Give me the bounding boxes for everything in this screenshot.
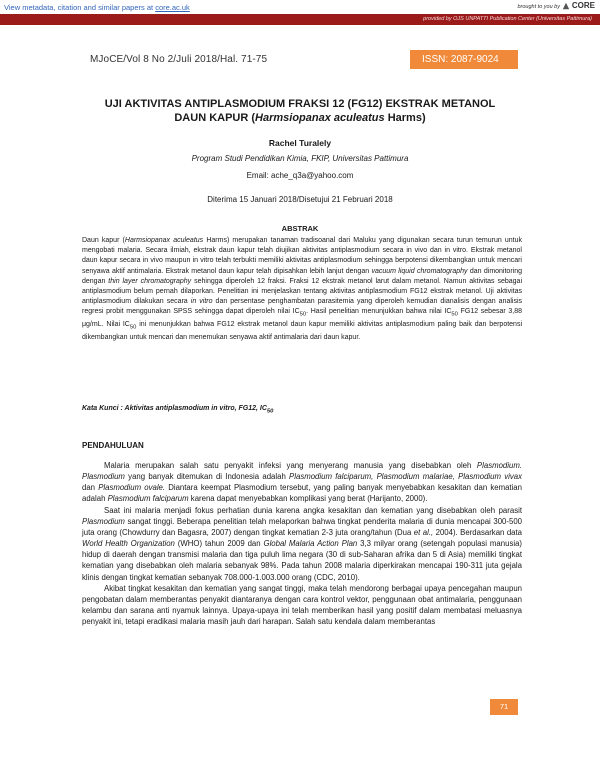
author-name: Rachel Turalely [268,138,332,148]
author-email: Email: ache_q3a@yahoo.com [246,171,354,180]
metadata-notice [4,3,190,12]
received-dates: Diterima 15 Januari 2018/Disetujui 21 Februari 2018 [207,195,393,204]
abstract-body: Daun kapur (Harmsiopanax aculeatus Harms) merupakan tanaman tradisoanal dari Maluku yang digunakan secara turun temurun untuk mengobati malaria. Secara ilmiah, ekstrak daun kapur telah diujikan aktivitas antiplasmodium secara in vivo dan in vitro. Ekstrak metanol daun kapur secara in vivo maupun in vitro telah terbukti memiliki aktivitas antiplasmodium sehingga berpotensi dikembangkan untuk mencari senyawa aktif antimalaria. Ekstrak metanol daun kapur telah dipisahkan lebih lanjut dengan vacuum liquid chromatography dan dimonitoring dengan thin layer chromatography sehingga diperoleh 12 fraksi. Fraksi 12 ekstrak metanol larut dalam metanol. Namun aktivitas sebagai antiplasmodium belum pernah dilaporkan. Penelitian ini menjelaskan tentang aktivitas antiplasmodium FG12 ekstrak metanol. Uji aktivitas antiplasmodium dilakukan secara in vitro dan persentase penghambatan parasitemia yang diperoleh kemudian dianalisis dengan analisis regresi probit menggunakan SPSS sehingga dapat diperoleh nilai $IC_{50}$. Hasil penelitian menunjukkan bahwa nilai $IC_{50}$ FG12 sebesar 3,88 μg/mL. Nilai $IC_{50}$ ini menunjukkan bahwa FG12 ekstrak metanol daun kapur memiliki aktivitas antiplasmodium paling baik dan berpotensi dikembangkan untuk mencari dan menemukan senyawa aktif antimalaria dari daun kapur. [82,237,523,341]
provided-by-text: provided by OJS UNPATTI Publication Center (Universitas Pattimura) [423,16,592,22]
journal-reference: MJoCE/Vol 8 No 2/Juli 2018/Hal. 71-75 [90,54,268,65]
paragraph-1: Malaria merupakan salah satu penyakit infeksi yang menyerang manusia yang disebabkan oleh Plasmodium. Plasmodium yang banyak ditemukan di Indonesia adalah Plasmodium falciparum, Plasmodium malariae, Plasmodium vivax dan Plasmodium ovale. Diantara keempat Plasmodium tersebut, yang paling banyak menyebabkan kesakitan dan kematian adalah Plasmodium falciparum karena dapat menyebabkan komplikasi yang berat (Harijanto, 2000). [82,461,522,504]
title-line-1: UJI AKTIVITAS ANTIPLASMODIUM FRAKSI 12 (FG12) EKSTRAK METANOL [104,98,496,110]
metadata-notice-text: View metadata, citation and similar papers at [4,3,154,12]
brought-by-text: brought to you by [517,4,560,10]
abstract-heading: ABSTRAK [281,224,319,233]
paragraph-2: Saat ini malaria menjadi fokus perhatian dunia karena angka kesakitan dan kematian yang disebabkan oleh parasit Plasmodium sangat tinggi. Beberapa penelitian telah melaporkan bahwa tingkat penderita malaria di dunia mencapai 300-500 juta orang (Chowdurry dan Bagasra, 2007) dengan tingkat kematian 2-3 juta orang/tahun (Dua et al., 2004). Berdasarkan data World Health Organization (WHO) tahun 2009 dan Global Malaria Action Plan 3,3 milyar orang (setengah populasi manusia) hidup di daerah dengan transmisi malaria dan tiga puluh lima negara (30 di sub-Saharan afrika dan 5 di Asia) memiliki tingkat kematian yang disebabkan oleh malaria sebanyak 98%. Pada tahun 2008 malaria diperkirakan mencapai 190-311 juta gejala klinis dengan tingkat kematian sebanyak 708.000-1.003.000 orang (CDC, 2010). [82,505,523,582]
page-number: 71 [490,699,518,715]
issn-badge: ISSN: 2087-9024 [410,50,518,69]
section-body [82,460,522,627]
keywords: Kata Kunci : Aktivitas antiplasmodium in vitro, FG12, $IC_{50}$ [82,405,274,415]
section-heading: PENDAHULUAN [82,441,144,450]
paragraph-3: Akibat tingkat kesakitan dan kematian yang sangat tinggi, maka telah mendorong berbagai upaya pencegahan maupun pengobatan dalam memberantas penyakit diantaranya dengan cara kontrol vektor, penggunaan obat antimalaria, penggunaan kelambu dan sarana anti nyamuk lainnya. Upaya-upaya ini telah memberikan hasil yang positif dalam membatasi meluasnya penyakit ini, tetapi eradikasi malaria masih jauh dari harapan. Salah satu kendala dalam memberantas [82,583,522,627]
core-logo[interactable] [562,1,595,10]
core-link[interactable]: core.ac.uk [155,3,190,12]
core-topbar [0,0,600,13]
title-line-2: DAUN KAPUR (Harmsiopanax aculeatus Harms) [174,112,426,124]
provider-band [0,14,600,25]
core-label: CORE [571,1,595,10]
core-logo-icon [562,2,570,10]
paper-title [60,97,540,125]
author-affiliation: Program Studi Pendidikan Kimia, FKIP, Universitas Pattimura [191,154,409,163]
